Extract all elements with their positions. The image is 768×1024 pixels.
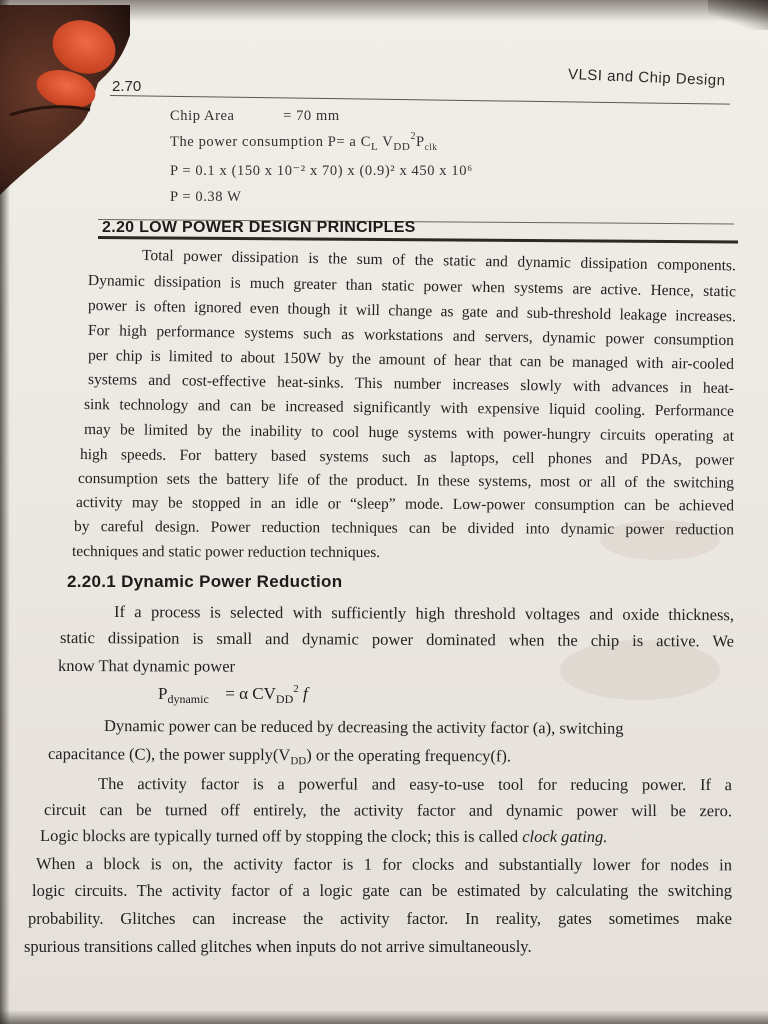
text-line <box>24 937 644 957</box>
clock-gating-term: clock gating. <box>522 826 608 846</box>
text-line: power is often ignored even though it will change as gate and sub-threshold leakage increases. <box>87 297 737 326</box>
text-line: may be limited by the inability to cool huge systems with power-hungry circuits operating at <box>83 421 735 445</box>
text-line-content: circuit can be turned off entirely, the activity factor and dynamic power will be zero. <box>43 800 733 821</box>
text-line: high speeds. For battery based systems such as laptops, cell phones and PDAs, power <box>79 446 735 469</box>
power-expression-line: P = 0.1 x (150 x 10⁻² x 70) x (0.9)² x 450 x 10⁶ <box>170 163 473 179</box>
text-line: static dissipation is small and dynamic power dominated when the chip is active. We <box>59 628 735 651</box>
text-line <box>32 881 732 901</box>
text-line: If a process is selected with sufficiently high threshold voltages and oxide thickness, <box>113 602 735 625</box>
power-formula-line <box>170 131 438 153</box>
chip-area-value: = 70 mm <box>283 108 340 124</box>
text-line: Dynamic dissipation is much greater than static power when systems are active. Hence, static <box>87 272 737 301</box>
reduce-line-2-start: capacitance (C), the power supply(V <box>47 744 291 765</box>
text-line: activity may be stopped in an idle or “sleep” mode. Low-power consumption can be achieved <box>75 494 735 515</box>
formula-lhs-sub: dynamic <box>167 692 209 706</box>
formula-f: f <box>303 684 308 703</box>
text-line: For high performance systems such as workstations and servers, dynamic power consumption <box>87 322 735 350</box>
text-line: systems and cost-effective heat-sinks. This number increases slowly with advances in heat- <box>87 371 735 398</box>
text-line: Total power dissipation is the sum of the static and dynamic dissipation components. <box>141 247 737 275</box>
reduce-line-2-sub: DD <box>290 755 307 768</box>
text-line: know That dynamic power <box>57 656 236 676</box>
power-formula-v: V <box>382 134 394 150</box>
page-number: 2.70 <box>112 78 142 95</box>
text-line <box>98 774 732 795</box>
text-line: per chip is limited to about 150W by the amount of hear that can be managed with air-cooled <box>87 347 735 374</box>
text-line-content: spurious transitions called glitches when inputs do not arrive simultaneously. <box>24 937 532 956</box>
text-line-content: When a block is on, the activity factor is 1 for clocks and substantially lower for nodes in <box>35 854 733 875</box>
power-result-line: P = 0.38 W <box>170 189 242 205</box>
running-head: VLSI and Chip Design <box>567 66 726 90</box>
section-bottom-rule <box>98 236 738 243</box>
page-bottom-shadow <box>0 1010 768 1024</box>
text-line-content: The activity factor is a powerful and easy-to-use tool for reducing power. If a <box>97 774 733 795</box>
text-line: techniques and static power reduction techniques. <box>71 543 381 562</box>
header-rule <box>110 95 730 105</box>
chip-area-line <box>170 108 340 125</box>
formula-eq: = α CV <box>225 684 276 703</box>
formula-lhs: P <box>158 684 168 703</box>
page-corner-shadow <box>708 0 768 30</box>
text-line: by careful design. Power reduction techniques can be divided into dynamic power reduction <box>73 518 735 539</box>
text-line <box>40 826 732 847</box>
text-line: consumption sets the battery life of the product. In these systems, most or all of the switching <box>77 470 735 492</box>
finger-photo-artifact <box>0 5 130 195</box>
chip-area-label: Chip Area <box>170 108 235 124</box>
power-formula-sub-dd: DD <box>393 141 411 153</box>
reduce-line-2-end: ) or the operating frequency(f). <box>306 745 512 766</box>
power-formula-prefix: The power consumption P= a C <box>170 134 371 150</box>
text-line-content: Logic blocks are typically turned off by stopping the clock; this is called <box>39 826 523 846</box>
text-line <box>44 800 732 821</box>
text-line-content: probability. Glitches can increase the activity factor. In reality, gates sometimes make <box>28 909 732 928</box>
text-line: sink technology and can be increased significantly with expensive liquid cooling. Performance <box>83 396 735 420</box>
dynamic-power-formula <box>158 684 308 704</box>
text-line <box>28 909 732 929</box>
text-line-content: logic circuits. The activity factor of a logic gate can be estimated by calculating the switching <box>32 881 732 900</box>
reduce-line-1: Dynamic power can be reduced by decreasing the activity factor (a), switching <box>103 716 624 738</box>
formula-vdd-sub: DD <box>275 692 294 706</box>
section-title: 2.20 LOW POWER DESIGN PRINCIPLES <box>102 219 416 236</box>
text-line <box>36 854 732 875</box>
subsection-title: 2.20.1 Dynamic Power Reduction <box>67 572 343 591</box>
formula-sup: 2 <box>293 683 299 695</box>
power-formula-sub-l: L <box>370 141 379 153</box>
reduce-line-2 <box>48 744 511 766</box>
power-formula-sub-clk: clk <box>424 142 438 152</box>
power-formula-sup: 2 <box>410 131 417 142</box>
power-formula-p: P <box>416 134 425 150</box>
